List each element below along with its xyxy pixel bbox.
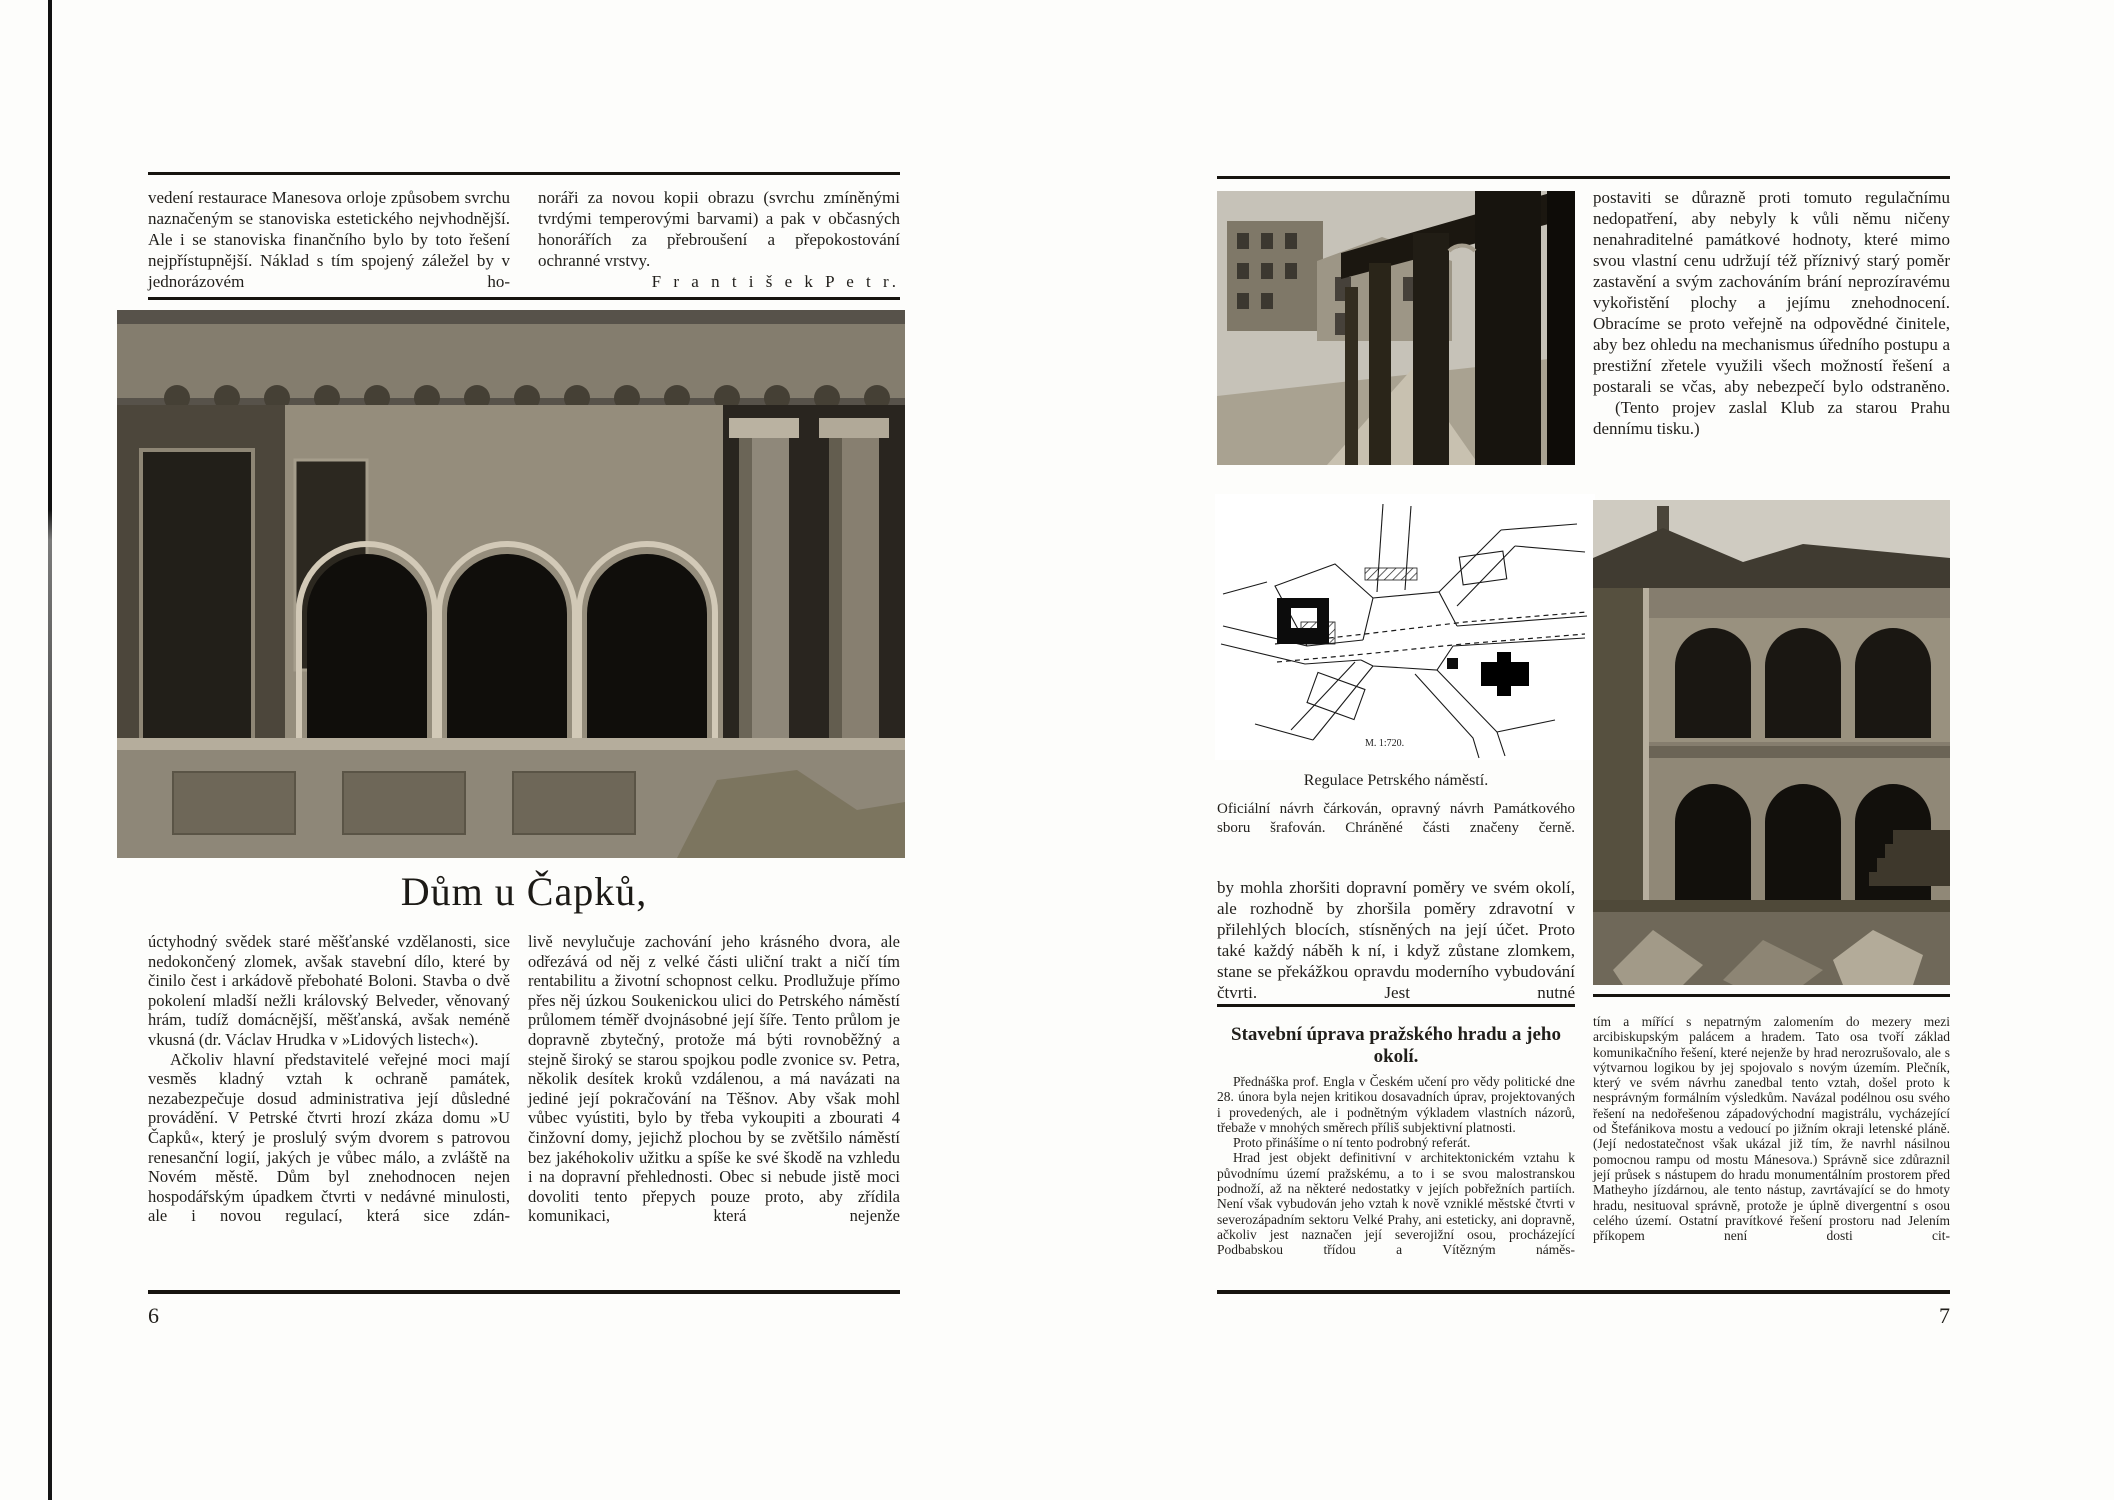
section-paragraph: Přednáška prof. Engla v Českém učení pro vědy politické dne 28. února byla nejen kritikou dosavadních úprav, projektovaných i provedených, ale i podnětným výkladem vlastních názorů, třebaže v mnohých směrech příliš subjektivní platnosti. xyxy=(1217,1074,1575,1135)
divider xyxy=(148,1290,900,1294)
map-caption-title: Regulace Petrského náměstí. xyxy=(1303,772,1489,789)
protest-note: (Tento projev zaslal Klub za starou Prahu dennímu tisku.) xyxy=(1593,398,1950,438)
mid-paragraph: by mohla zhoršiti dopravní poměry ve svém okolí, ale rozhodně by zhoršila poměry zdravotní v přilehlých blocích, stísněných na její účet. Proto také každý náběh k ní, i když zůstane zlomkem, stane se překážkou opravdu moderního vybudování čtvrti. Jest nutné xyxy=(1217,878,1575,1002)
mid-left-column xyxy=(1217,877,1575,1003)
article-title: Dům u Čapků, xyxy=(400,869,648,914)
protest-paragraph: postaviti se důrazně proti tomuto regulačnímu nedopatření, aby nebyly k vůli němu ničeny nenahraditelné památkové hodnoty, které mimo svou vlastní cenu udržují též příznivý starý poměr zastavění a svým zachováním brání neprozíravému vykořistění plochy a jejímu znehodnocení. Obracíme se proto veřejně na odpovědné činitele, aby bez ohledu na mechanismus úředního postupu a prestižní zřetele využili všech možností řešení a postarali se včas, aby nebezpečí bylo odstraněno. xyxy=(1593,188,1950,396)
divider xyxy=(148,172,900,175)
section-title: Stavební úprava pražského hradu a jeho okolí. xyxy=(1231,1024,1561,1067)
section-paragraph: Proto přinášíme o ní tento podrobný referát. xyxy=(1233,1135,1471,1151)
intro-paragraph: vedení restaurace Manesova orloje způsobem svrchu naznačeným se stanoviska estetického nejvhodnější. Ale i se stanoviska finančního bylo by toto řešení nejpřístupnější. Náklad s tím spojený záležel by v jednorázovém ho- xyxy=(148,188,510,291)
map-regulace-petrskeho-namesti xyxy=(1215,494,1595,760)
intro-column-1 xyxy=(148,187,510,292)
courtyard-photo-graphic xyxy=(1593,500,1950,985)
photo-courtyard-arcades xyxy=(1593,500,1950,985)
section-column-2 xyxy=(1593,1014,1950,1243)
article-paragraph: Ačkoliv hlavní představitelé veřejné moci mají vesměs kladný vztah k ochraně památek, nezabezpečuje dosud administrativa její důsledné provádění. V Petrské čtvrti hrozí zkáza domu »U Čapků«, který je proslulý svým dvorem s patrovou renesanční logií, jakých je vůbec málo, a zvláště na Novém městě. Dům byl znehodnocen nejen hospodářským úpadkem čtvrti v nedávné minulosti, ale i novou regulací, která sice zdán- xyxy=(148,1049,510,1226)
divider xyxy=(1217,176,1950,179)
intro-column-2 xyxy=(538,187,900,292)
protest-column xyxy=(1593,187,1950,439)
section-paragraph: tím a mířící s nepatrným zalomením do mezery mezi arcibiskupským palácem a hradem. Tato osa tvoří základ komunikačního řešení, které nejenže by hrad nerozrušovalo, ale s výtvarnou logikou by jej spojovalo s novým územím. Plečník, který ve svém návrhu zanedbal tento vztah, došel proto k nesprávným formálním výsledkům. Navázal podélnou osu svého řešení na nedořešenou západovýchodní magistrálu, vycházející od Štefánikova mostu a vedoucí po jižním okraji letenské pláně. (Její nedostatečnost však ukázal již tím, že navrhl násilnou pomocnou rampu od mostu Mánesova.) Správně sice zdůraznil její průsek s nástupem do hradu monumentálním prostorem před Matheyho jízdárnou, ale tento nástup, zavrtávající se do hmoty hradu, nesituoval správně, protože je úplně divergentní s osou celého území. Ostatní pravítkové řešení prostoru nad Jelením příkopem není dosti cit- xyxy=(1593,1014,1950,1244)
divider xyxy=(1593,994,1950,997)
article-paragraph: úctyhodný svědek staré měšťanské vzdělanosti, sice nedokončený zlomek, avšak stavební dílo, které by činilo čest i arkádově přebohaté Boloni. Stavba o dvě pokolení mladší nežli královský Belveder, věnovaný hrám, tudíž domácnější, měšťanská, avšak neméně vkusná (dr. Václav Hrudka v »Lidových listech«). xyxy=(148,932,510,1049)
section-column-1 xyxy=(1217,1074,1575,1258)
divider xyxy=(1217,1004,1575,1007)
divider xyxy=(1217,1290,1950,1294)
arcade-corridor-graphic xyxy=(1217,191,1575,465)
photo-loggia-dum-u-capku xyxy=(117,310,905,858)
page-number-right: 7 xyxy=(1939,1303,1950,1328)
map-scale-label: M. 1:720. xyxy=(1365,738,1405,749)
divider xyxy=(148,297,900,300)
article-column-2 xyxy=(528,932,900,1226)
regulation-map-graphic xyxy=(1215,494,1595,760)
page-number-left: 6 xyxy=(148,1303,159,1328)
page-7 xyxy=(1057,0,2114,1500)
intro-paragraph: noráři za novou kopii obrazu (svrchu zmíněnými tvrdými temperovými barvami) a pak v občasných honorářích za přebroušení a přepokostování ochranné vrstvy. xyxy=(538,188,900,270)
article-paragraph: livě nevylučuje zachování jeho krásného dvora, ale odřezává od něj z velké části uliční trakt a ničí tím rentabilitu a životní schopnost celku. Prodlužuje přímo přes něj úzkou Soukenickou ulici do Petrského náměstí průlomem téměř dvojnásobné její šíře. Tento průlom je dopravně zbytečný, protože má býti rovnoběžný a stejně široký se starou spojkou podle zvonice sv. Petra, několik desítek kroků vzdálenou, a má navázati na jediné její pokračování na Těšnov. Aby však mohl vůbec vyústiti, bylo by třeba vykoupiti a zbourati 4 činžovní domy, jejichž plochou by se zvětšilo náměstí bez jakéhokoliv užitku a spíše ke své škodě na vzhledu i na dopravní přehlednosti. Obec si nebude jistě moci dovoliti tento přepych pouze proto, aby zřídila komunikaci, která nejenže xyxy=(528,932,900,1226)
photo-arcade-corridor xyxy=(1217,191,1575,465)
map-caption-body: Oficiální návrh čárkován, opravný návrh Památkového sboru šrafován. Chráněné části značeny černě. xyxy=(1217,801,1575,836)
section-paragraph: Hrad jest objekt definitivní v architektonickém vztahu k původnímu území pražskému, a to i se svou malostranskou podnoží, až na některé nedostatky v jejích pobřežních partiích. Není však vybudován jeho vztah k nově vzniklé městské čtvrti v severozápadním sektoru Velké Prahy, ani esteticky, ani dopravně, ačkoliv jest naznačen její severojižní osou, procházející Podbabskou třídou a Vítězným náměs- xyxy=(1217,1150,1575,1258)
loggia-photo-graphic xyxy=(117,310,905,858)
article-column-1 xyxy=(148,932,510,1226)
author-signature: F r a n t i š e k P e t r. xyxy=(651,272,900,291)
